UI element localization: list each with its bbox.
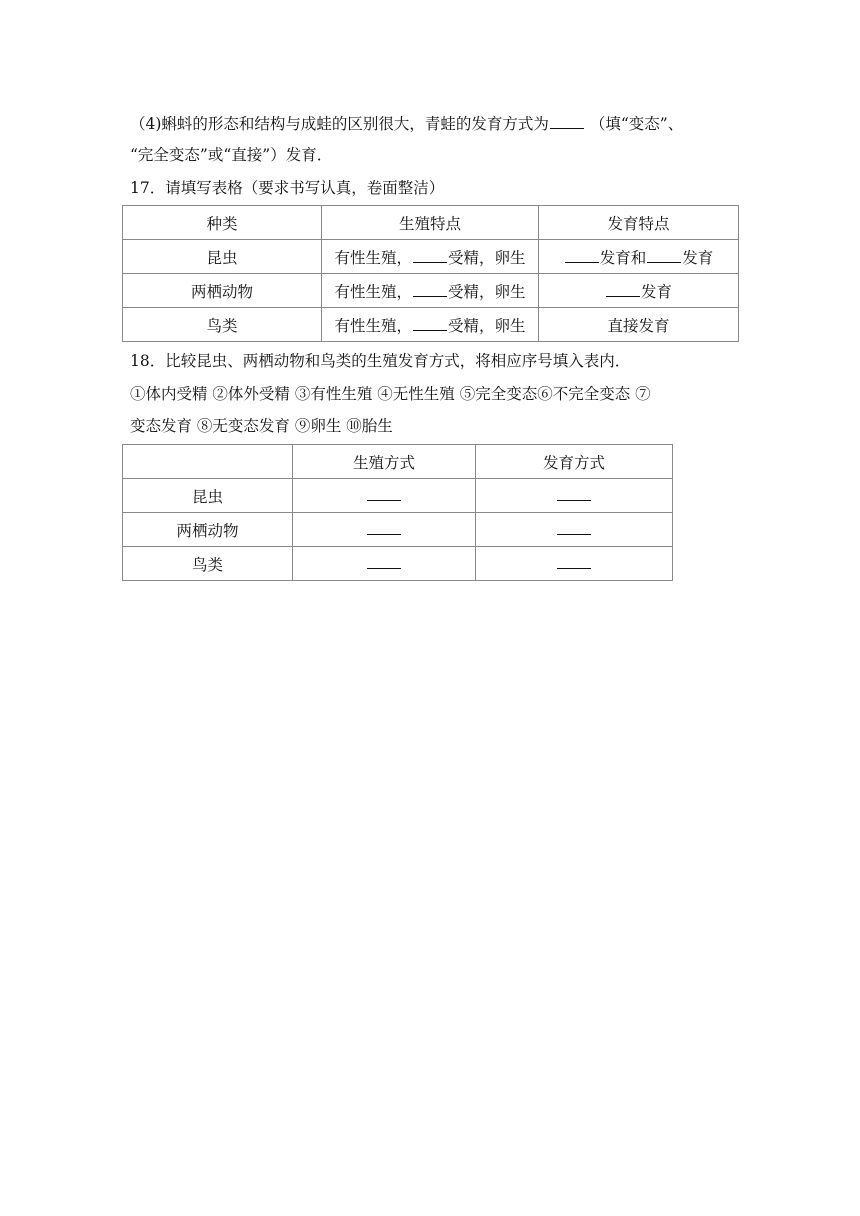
table-row bbox=[123, 479, 673, 513]
q18-prompt-text: 18．比较昆虫、两栖动物和鸟类的生殖发育方式，将相应序号填入表内． bbox=[130, 352, 631, 370]
q17-dev-insect bbox=[539, 240, 739, 274]
q17-kind-amphibian: 两栖动物 bbox=[123, 274, 322, 308]
q18-options-text-1: ①体内受精 ②体外受精 ③有性生殖 ④无性生殖 ⑤完全变态⑥不完全变态 ⑦ bbox=[130, 385, 651, 403]
q18-kind-bird: 鸟类 bbox=[123, 547, 293, 581]
q17-dev-blank-amphibian[interactable] bbox=[606, 282, 640, 297]
q17-repro-amphibian bbox=[322, 274, 539, 308]
q16-part4-answer-blank[interactable] bbox=[550, 114, 584, 129]
q18-repro-blank-bird[interactable] bbox=[367, 554, 401, 569]
q17-dev-blank-insect-1[interactable] bbox=[565, 248, 599, 263]
q18-repro-blank-amphibian[interactable] bbox=[367, 520, 401, 535]
q18-header-repro: 生殖方式 bbox=[293, 445, 476, 479]
q18-dev-cell-amphibian bbox=[476, 513, 673, 547]
q17-repro-text-post: 受精，卵生 bbox=[448, 248, 526, 267]
q17-repro-blank-bird[interactable] bbox=[413, 316, 447, 331]
q17-table bbox=[122, 205, 739, 342]
q18-prompt bbox=[130, 351, 630, 371]
q17-repro-text-post: 受精，卵生 bbox=[448, 316, 526, 335]
q18-options-text-2: 变态发育 ⑧无变态发育 ⑨卵生 ⑩胎生 bbox=[130, 417, 393, 435]
q17-repro-text-pre: 有性生殖， bbox=[334, 316, 412, 335]
q17-repro-bird bbox=[322, 308, 539, 342]
q17-dev-text-mid: 发育和 bbox=[599, 248, 647, 267]
q17-dev-text-post: 发育 bbox=[682, 248, 714, 267]
q17-repro-blank-insect[interactable] bbox=[413, 248, 447, 263]
q18-options-line2 bbox=[130, 416, 393, 436]
q17-header-row bbox=[123, 206, 739, 240]
q16-part4-text-line2: “完全变态”或“直接”）发育． bbox=[130, 146, 333, 164]
q18-table bbox=[122, 444, 673, 581]
q17-prompt bbox=[130, 178, 444, 198]
q17-repro-text-pre: 有性生殖， bbox=[334, 248, 412, 267]
q18-dev-blank-amphibian[interactable] bbox=[557, 520, 591, 535]
q16-part4-text-after: （填“变态”、 bbox=[584, 115, 684, 133]
q18-header-dev: 发育方式 bbox=[476, 445, 673, 479]
q17-repro-insect bbox=[322, 240, 539, 274]
table-row bbox=[123, 240, 739, 274]
q17-repro-text-pre: 有性生殖， bbox=[334, 282, 412, 301]
q17-dev-amphibian bbox=[539, 274, 739, 308]
q18-dev-blank-insect[interactable] bbox=[557, 486, 591, 501]
q18-repro-blank-insect[interactable] bbox=[367, 486, 401, 501]
q16-part4-line1 bbox=[130, 114, 683, 134]
table-row bbox=[123, 547, 673, 581]
q18-dev-cell-insect bbox=[476, 479, 673, 513]
q18-options-line1 bbox=[130, 384, 651, 404]
q17-dev-bird: 直接发育 bbox=[539, 308, 739, 342]
table-row bbox=[123, 513, 673, 547]
table-row bbox=[123, 274, 739, 308]
q18-header-row bbox=[123, 445, 673, 479]
q18-header-empty bbox=[123, 445, 293, 479]
q17-dev-text-post: 发育 bbox=[640, 282, 672, 301]
table-row bbox=[123, 308, 739, 342]
q17-kind-bird: 鸟类 bbox=[123, 308, 322, 342]
q17-header-kind: 种类 bbox=[123, 206, 322, 240]
q17-header-dev: 发育特点 bbox=[539, 206, 739, 240]
q17-header-repro: 生殖特点 bbox=[322, 206, 539, 240]
q17-kind-insect: 昆虫 bbox=[123, 240, 322, 274]
q17-repro-blank-amphibian[interactable] bbox=[413, 282, 447, 297]
q18-kind-amphibian: 两栖动物 bbox=[123, 513, 293, 547]
q18-kind-insect: 昆虫 bbox=[123, 479, 293, 513]
q18-repro-cell-bird bbox=[293, 547, 476, 581]
q18-dev-cell-bird bbox=[476, 547, 673, 581]
q16-part4-text-before: （4)蝌蚪的形态和结构与成蛙的区别很大，青蛙的发育方式为 bbox=[130, 115, 549, 133]
q17-dev-blank-insect-2[interactable] bbox=[647, 248, 681, 263]
q17-prompt-text: 17．请填写表格（要求书写认真，卷面整洁） bbox=[130, 179, 445, 197]
q18-repro-cell-amphibian bbox=[293, 513, 476, 547]
q16-part4-line2 bbox=[130, 145, 332, 165]
q18-dev-blank-bird[interactable] bbox=[557, 554, 591, 569]
q18-repro-cell-insect bbox=[293, 479, 476, 513]
q17-repro-text-post: 受精，卵生 bbox=[448, 282, 526, 301]
